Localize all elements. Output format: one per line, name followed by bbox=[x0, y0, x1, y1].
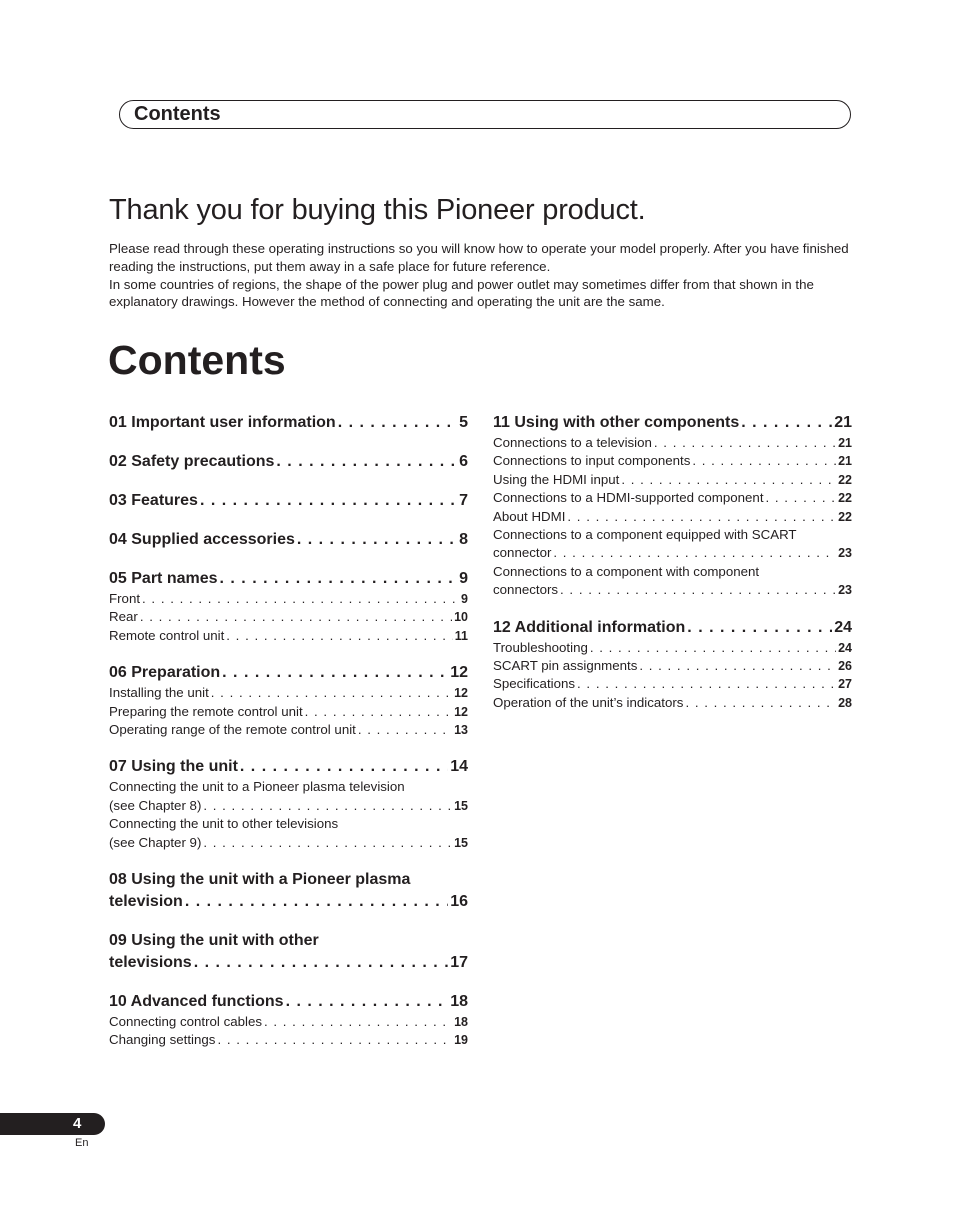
toc-section-page[interactable]: 18 bbox=[450, 993, 468, 1011]
toc-section-entry[interactable] bbox=[109, 991, 468, 1013]
dot-leader bbox=[654, 434, 836, 452]
dot-leader bbox=[553, 544, 836, 562]
toc-item-title[interactable]: (see Chapter 9) bbox=[109, 834, 202, 850]
toc-section-page[interactable]: 17 bbox=[450, 954, 468, 972]
toc-section-page[interactable]: 7 bbox=[459, 492, 468, 509]
toc-item-title[interactable]: Rear bbox=[109, 609, 138, 625]
toc-item-entry[interactable] bbox=[493, 694, 852, 712]
dot-leader bbox=[590, 639, 836, 657]
dot-leader bbox=[185, 891, 448, 913]
toc-item-entry[interactable] bbox=[109, 1013, 468, 1031]
dot-leader bbox=[217, 1031, 452, 1049]
dot-leader bbox=[305, 703, 452, 721]
intro-text bbox=[109, 240, 854, 311]
toc-item-title[interactable]: Connections to input components bbox=[493, 453, 691, 469]
toc-item-title[interactable]: Connecting control cables bbox=[109, 1014, 263, 1030]
toc-item-title[interactable]: Installing the unit bbox=[109, 685, 209, 701]
toc-item-page[interactable]: 12 bbox=[454, 704, 468, 719]
toc-section bbox=[109, 756, 468, 852]
toc-item-title[interactable]: Remote control unit bbox=[109, 627, 225, 643]
toc-item-page[interactable]: 9 bbox=[461, 592, 468, 606]
toc-section-title[interactable]: 03 Features bbox=[109, 492, 198, 509]
page-number: 4 bbox=[73, 1115, 82, 1132]
toc-item-page[interactable]: 23 bbox=[838, 583, 852, 598]
toc-item-title[interactable]: Connections to a television bbox=[493, 435, 652, 450]
page-number-tab bbox=[0, 1113, 105, 1135]
dot-leader bbox=[140, 608, 452, 626]
dot-leader bbox=[203, 834, 452, 852]
toc-item-title-line[interactable]: Connections to a component with component bbox=[493, 563, 760, 579]
toc-section bbox=[109, 490, 468, 512]
toc-section-title[interactable]: 12 Additional information bbox=[493, 618, 686, 636]
dot-leader bbox=[297, 529, 457, 551]
dot-leader bbox=[142, 590, 459, 608]
toc-item-title[interactable]: About HDMI bbox=[493, 508, 566, 524]
toc-item-title-line[interactable]: Connecting the unit to other televisions bbox=[109, 816, 339, 832]
toc-item-entry[interactable] bbox=[493, 471, 852, 489]
dot-leader bbox=[358, 721, 452, 739]
toc-section-title[interactable]: televisions bbox=[109, 954, 192, 972]
toc-item-title[interactable]: Using the HDMI input bbox=[493, 471, 620, 487]
toc-item-title[interactable]: Operating range of the remote control unit bbox=[109, 722, 356, 738]
dot-leader bbox=[276, 451, 457, 473]
toc-section-entry[interactable] bbox=[493, 412, 852, 434]
toc-section-page[interactable]: 24 bbox=[834, 618, 852, 636]
dot-leader bbox=[211, 684, 452, 702]
toc-item-entry[interactable] bbox=[109, 721, 468, 739]
dot-leader bbox=[203, 797, 452, 815]
dot-leader bbox=[240, 756, 448, 778]
toc-item-title[interactable]: SCART pin assignments bbox=[493, 658, 638, 674]
toc-item-entry[interactable] bbox=[109, 703, 468, 721]
toc-section bbox=[109, 991, 468, 1050]
dot-leader bbox=[286, 991, 449, 1013]
toc-item-entry[interactable] bbox=[493, 434, 852, 452]
header-title: Contents bbox=[134, 103, 221, 125]
dot-leader bbox=[741, 412, 832, 434]
dot-leader bbox=[692, 452, 836, 470]
toc-item-entry[interactable] bbox=[109, 627, 468, 645]
toc-item-entry[interactable] bbox=[493, 452, 852, 470]
toc-item-page[interactable]: 24 bbox=[838, 640, 852, 655]
toc-section-title[interactable]: 04 Supplied accessories bbox=[109, 531, 295, 548]
dot-leader bbox=[264, 1013, 452, 1031]
toc-item-entry[interactable] bbox=[109, 1031, 468, 1049]
toc-item-title[interactable]: Changing settings bbox=[109, 1032, 216, 1048]
toc-section bbox=[109, 529, 468, 551]
toc-section-entry[interactable] bbox=[109, 662, 468, 684]
toc-section-page[interactable]: 5 bbox=[459, 414, 468, 431]
toc-item-page[interactable]: 22 bbox=[838, 472, 852, 487]
toc-item-title[interactable]: Preparing the remote control unit bbox=[109, 703, 303, 719]
toc-item-entry[interactable] bbox=[493, 544, 852, 562]
toc-section-page[interactable]: 9 bbox=[459, 570, 468, 587]
toc-section-title[interactable]: 01 Important user information bbox=[109, 414, 336, 431]
dot-leader bbox=[639, 657, 836, 675]
dot-leader bbox=[621, 471, 836, 489]
toc-section-page[interactable]: 6 bbox=[459, 453, 468, 470]
toc-section-title[interactable]: 07 Using the unit bbox=[109, 758, 238, 776]
toc-item-page[interactable]: 21 bbox=[838, 436, 852, 450]
toc-item-title[interactable]: Operation of the unit’s indicators bbox=[493, 694, 684, 710]
toc-item-entry[interactable] bbox=[109, 834, 468, 852]
toc-item-entry[interactable] bbox=[493, 581, 852, 599]
toc-item-entry[interactable] bbox=[109, 590, 468, 608]
toc-right-column bbox=[493, 412, 852, 729]
contents-title: Contents bbox=[108, 337, 286, 383]
toc-section bbox=[493, 617, 852, 713]
toc-item-page[interactable]: 18 bbox=[454, 1015, 468, 1030]
toc-item-page[interactable]: 12 bbox=[454, 686, 468, 701]
dot-leader bbox=[577, 675, 836, 693]
toc-item-entry[interactable] bbox=[493, 489, 852, 507]
toc-section-page[interactable]: 16 bbox=[450, 893, 468, 911]
header-bar bbox=[119, 100, 851, 129]
toc-item-page[interactable]: 15 bbox=[454, 798, 468, 813]
toc-item-title[interactable]: connector bbox=[493, 545, 552, 561]
toc-item-page[interactable]: 13 bbox=[454, 723, 468, 738]
toc-item-entry[interactable] bbox=[493, 657, 852, 675]
toc-section-entry[interactable] bbox=[109, 412, 468, 434]
toc-item-page[interactable]: 22 bbox=[838, 509, 852, 524]
toc-section bbox=[109, 930, 468, 974]
dot-leader bbox=[220, 568, 458, 590]
toc-item-page[interactable]: 28 bbox=[838, 695, 852, 710]
toc-item-entry[interactable] bbox=[493, 639, 852, 657]
toc-section-title[interactable]: 10 Advanced functions bbox=[109, 993, 284, 1011]
language-label: En bbox=[75, 1137, 89, 1149]
toc-section-title[interactable]: 06 Preparation bbox=[109, 664, 221, 682]
toc-section-title-line[interactable]: 09 Using the unit with other bbox=[109, 932, 319, 950]
toc-item-page[interactable]: 10 bbox=[454, 610, 468, 625]
toc-left-column bbox=[109, 412, 468, 1067]
toc-item-page[interactable]: 11 bbox=[454, 628, 468, 643]
toc-item-title[interactable]: Front bbox=[109, 591, 141, 606]
toc-item-title[interactable]: Specifications bbox=[493, 676, 576, 692]
dot-leader bbox=[338, 412, 457, 434]
toc-section-entry[interactable] bbox=[109, 490, 468, 512]
toc-section-entry[interactable] bbox=[109, 756, 468, 778]
toc-item-entry[interactable] bbox=[109, 608, 468, 626]
dot-leader bbox=[560, 581, 836, 599]
toc-item-title[interactable]: Troubleshooting bbox=[493, 639, 588, 655]
dot-leader bbox=[194, 952, 449, 974]
toc-item-page[interactable]: 26 bbox=[838, 659, 852, 674]
dot-leader bbox=[567, 508, 836, 526]
toc-section-page[interactable]: 21 bbox=[834, 414, 852, 431]
toc-section bbox=[109, 451, 468, 473]
toc-section-title[interactable]: 05 Part names bbox=[109, 570, 218, 587]
intro-paragraph-1: Please read through these operating instructions so you will know how to operate your model properly. After you have finished reading the instructions, put them away in a safe place for future reference. bbox=[109, 241, 849, 274]
toc-item-title[interactable]: connectors bbox=[493, 582, 559, 598]
toc-item-page[interactable]: 15 bbox=[454, 835, 468, 850]
toc-item-page[interactable]: 23 bbox=[838, 546, 852, 561]
toc-item-title-line[interactable]: Connecting the unit to a Pioneer plasma television bbox=[109, 779, 405, 795]
toc-item-title[interactable]: Connections to a HDMI-supported component bbox=[493, 490, 764, 506]
toc-item-entry[interactable] bbox=[493, 508, 852, 526]
toc-item-title-line[interactable]: Connections to a component equipped with SCART bbox=[493, 527, 797, 543]
toc-section-entry[interactable] bbox=[109, 451, 468, 473]
intro-paragraph-2: In some countries of regions, the shape of the power plug and power outlet may sometimes differ from that shown in the explanatory drawings. However the method of connecting and operating the unit are the same. bbox=[109, 276, 814, 310]
toc-section bbox=[109, 568, 468, 645]
toc-section-page[interactable]: 12 bbox=[450, 664, 468, 682]
toc-item-entry[interactable] bbox=[493, 675, 852, 693]
toc-item-page[interactable]: 19 bbox=[454, 1033, 468, 1048]
toc-item-title[interactable]: (see Chapter 8) bbox=[109, 797, 202, 813]
toc-section bbox=[493, 412, 852, 600]
toc-section bbox=[109, 662, 468, 739]
toc-item-entry[interactable] bbox=[109, 797, 468, 815]
dot-leader bbox=[685, 694, 836, 712]
toc-item-page[interactable]: 21 bbox=[838, 454, 852, 469]
toc-section-entry[interactable] bbox=[493, 617, 852, 639]
toc-section-entry[interactable] bbox=[109, 568, 468, 590]
dot-leader bbox=[687, 617, 832, 639]
dot-leader bbox=[222, 662, 448, 684]
toc-section-entry[interactable] bbox=[109, 891, 468, 913]
toc-section-title[interactable]: 11 Using with other components bbox=[493, 414, 740, 431]
toc-section-title[interactable]: 02 Safety precautions bbox=[109, 453, 275, 470]
toc-item-page[interactable]: 27 bbox=[838, 677, 852, 692]
dot-leader bbox=[766, 489, 837, 507]
toc-section-title-line[interactable]: 08 Using the unit with a Pioneer plasma bbox=[109, 871, 411, 889]
dot-leader bbox=[226, 627, 452, 645]
toc-section-title[interactable]: television bbox=[109, 893, 183, 911]
toc-section-entry[interactable] bbox=[109, 952, 468, 974]
toc-section bbox=[109, 412, 468, 434]
toc-section bbox=[109, 869, 468, 913]
dot-leader bbox=[200, 490, 457, 512]
toc-section-page[interactable]: 8 bbox=[459, 531, 468, 548]
toc-item-page[interactable]: 22 bbox=[838, 491, 852, 506]
thank-you-heading: Thank you for buying this Pioneer product. bbox=[109, 194, 646, 226]
toc-item-entry[interactable] bbox=[109, 684, 468, 702]
toc-section-entry[interactable] bbox=[109, 529, 468, 551]
toc-section-page[interactable]: 14 bbox=[450, 758, 468, 776]
